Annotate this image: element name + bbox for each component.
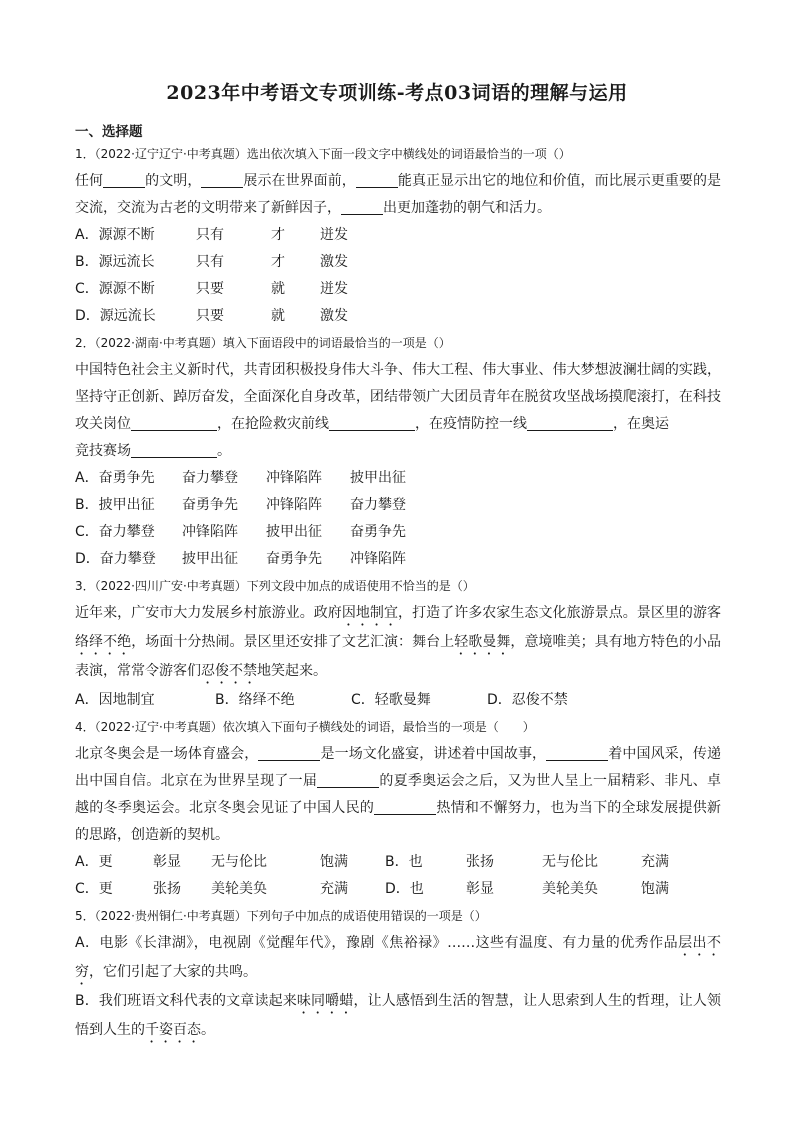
blank-line (103, 171, 145, 188)
blank-line (527, 414, 613, 431)
option-row: B．源远流长 只有 才 激发 (75, 249, 721, 276)
question-1-passage: 任何 的文明， 展示在世界面前， 能真正显示出它的地位和价值，而比展示更重要的是交流，交流为古老的文明带来了新鲜因子， 出更加蓬勃的朝气和活力。 (75, 173, 722, 216)
question-5 (75, 903, 721, 1046)
question-4-passage: 北京冬奥会是一场体育盛会， 是一场文化盛宴，讲述着中国故事， 着中国风采，传递出中国自信。北京在为世界呈现了一届 的夏季奥运会之后，又为世人呈上一届精彩、非凡、卓越的冬季奥运会。北京冬奥会见证了中国人民的 热情和不懈努力，也为当下的全球发展提供新的思路，创造新的契机。 (75, 746, 722, 843)
blank-line (546, 744, 608, 761)
option-row: C．更 张扬 美轮美奂 充满 D．也 彰显 美轮美奂 饱满 (75, 876, 721, 903)
option-a: A．源源不断 (75, 227, 155, 243)
blank-line (131, 414, 217, 431)
option-b: B．络绎不绝 (215, 692, 295, 708)
option-b: B．披甲出征 (75, 497, 155, 513)
page-title: 2023年中考语文专项训练-考点03词语的理解与运用 (166, 82, 628, 104)
option-row: D．奋力攀登 披甲出征 奋勇争先 冲锋陷阵 (75, 546, 721, 573)
blank-line (329, 414, 415, 431)
blank-line (131, 441, 217, 458)
question-3-passage: 近年来，广安市大力发展乡村旅游业。政府因地制宜，打造了许多农家生态文化旅游景点。景区里的游客络绎不绝，场面十分热闹。景区里还安排了文艺汇演：舞台上轻歌曼舞，意境唯美；具有地方特色的小品表演，常常令游客们忍俊不禁地笑起来。 (75, 605, 722, 679)
question-4-stem: 4．（2022·辽宁·中考真题）依次填入下面句子横线处的词语，最恰当的一项是（ ） (75, 720, 535, 734)
section-heading: 一、选择题 (75, 124, 143, 140)
option-c: C．轻歌曼舞 (351, 692, 431, 708)
option-row: A．源源不断 只有 才 迸发 (75, 222, 721, 249)
option-c: C．更 (75, 881, 113, 897)
question-5-stem: 5．（2022·贵州铜仁·中考真题）下列句子中加点的成语使用错误的一项是（） (75, 909, 487, 923)
dotted-idiom: 络绎不绝 (75, 634, 132, 650)
option-a: A．更 (75, 854, 113, 870)
dotted-idiom: 层出不穷 (75, 935, 722, 980)
dotted-idiom: 味同嚼蜡 (296, 993, 354, 1009)
option-b: B．我们班语文科代表的文章读起来味同嚼蜡，让人感悟到生活的智慧，让人思索到人生的哲理，让人领悟到人生的千姿百态。 (75, 993, 722, 1038)
option-b: B．源远流长 (75, 254, 155, 270)
question-2-stem: 2．（2022·湖南·中考真题）填入下面语段中的词语最恰当的一项是（） (75, 336, 451, 350)
question-1-stem: 1．（2022·辽宁辽宁·中考真题）选出依次填入下面一段文字中横线处的词语最恰当的一项（） (75, 147, 571, 161)
question-3-stem: 3．（2022·四川广安·中考真题）下列文段中加点的成语使用不恰当的是（） (75, 579, 475, 593)
dotted-idiom: 千姿百态 (145, 1022, 201, 1038)
option-row: C．源源不断 只要 就 迸发 (75, 276, 721, 303)
blank-line (317, 771, 379, 788)
option-d: D．也 (385, 881, 424, 897)
option-a: A．因地制宜 (75, 692, 155, 708)
question-2 (75, 330, 721, 573)
blank-line (374, 798, 436, 815)
option-row: B．披甲出征 奋勇争先 冲锋陷阵 奋力攀登 (75, 492, 721, 519)
option-d: D．源远流长 (75, 308, 156, 324)
blank-line (201, 171, 243, 188)
option-c: C．奋力攀登 (75, 524, 155, 540)
option-row: D．源远流长 只要 就 激发 (75, 303, 721, 330)
question-1 (75, 141, 721, 330)
option-c: C．源源不断 (75, 281, 155, 297)
option-a: A．奋勇争先 (75, 470, 155, 486)
dotted-idiom: 轻歌曼舞 (454, 634, 511, 650)
option-row: A．奋勇争先 奋力攀登 冲锋陷阵 披甲出征 (75, 465, 721, 492)
question-list (75, 141, 721, 1046)
blank-line (356, 171, 398, 188)
blank-line (341, 198, 383, 215)
option-d: D．奋力攀登 (75, 551, 156, 567)
question-4 (75, 714, 721, 903)
option-d: D．忍俊不禁 (487, 692, 568, 708)
option-a: A．电影《长津湖》，电视剧《觉醒年代》，豫剧《焦裕禄》……这些有温度、有力量的优秀作品层出不穷，它们引起了大家的共鸣。 (75, 935, 722, 980)
option-row (75, 687, 721, 714)
option-b: B．也 (385, 854, 423, 870)
question-3 (75, 573, 721, 714)
blank-line (258, 744, 320, 761)
question-2-passage: 中国特色社会主义新时代，共青团积极投身伟大斗争、伟大工程、伟大事业、伟大梦想波澜壮阔的实践，坚持守正创新、踔厉奋发，全面深化自身改革，团结带领广大团员青年在脱贫攻坚战场摸爬滚打，在科技攻关岗位 ，在抢险救灾前线 ，在疫情防控一线 ，在奥运 竞技赛场 。 (75, 362, 722, 459)
option-row: C．奋力攀登 冲锋陷阵 披甲出征 奋勇争先 (75, 519, 721, 546)
option-row: A．更 彰显 无与伦比 饱满 B．也 张扬 无与伦比 充满 (75, 849, 721, 876)
dotted-idiom: 忍俊不禁 (201, 663, 257, 679)
dotted-idiom: 因地制宜 (341, 605, 399, 621)
